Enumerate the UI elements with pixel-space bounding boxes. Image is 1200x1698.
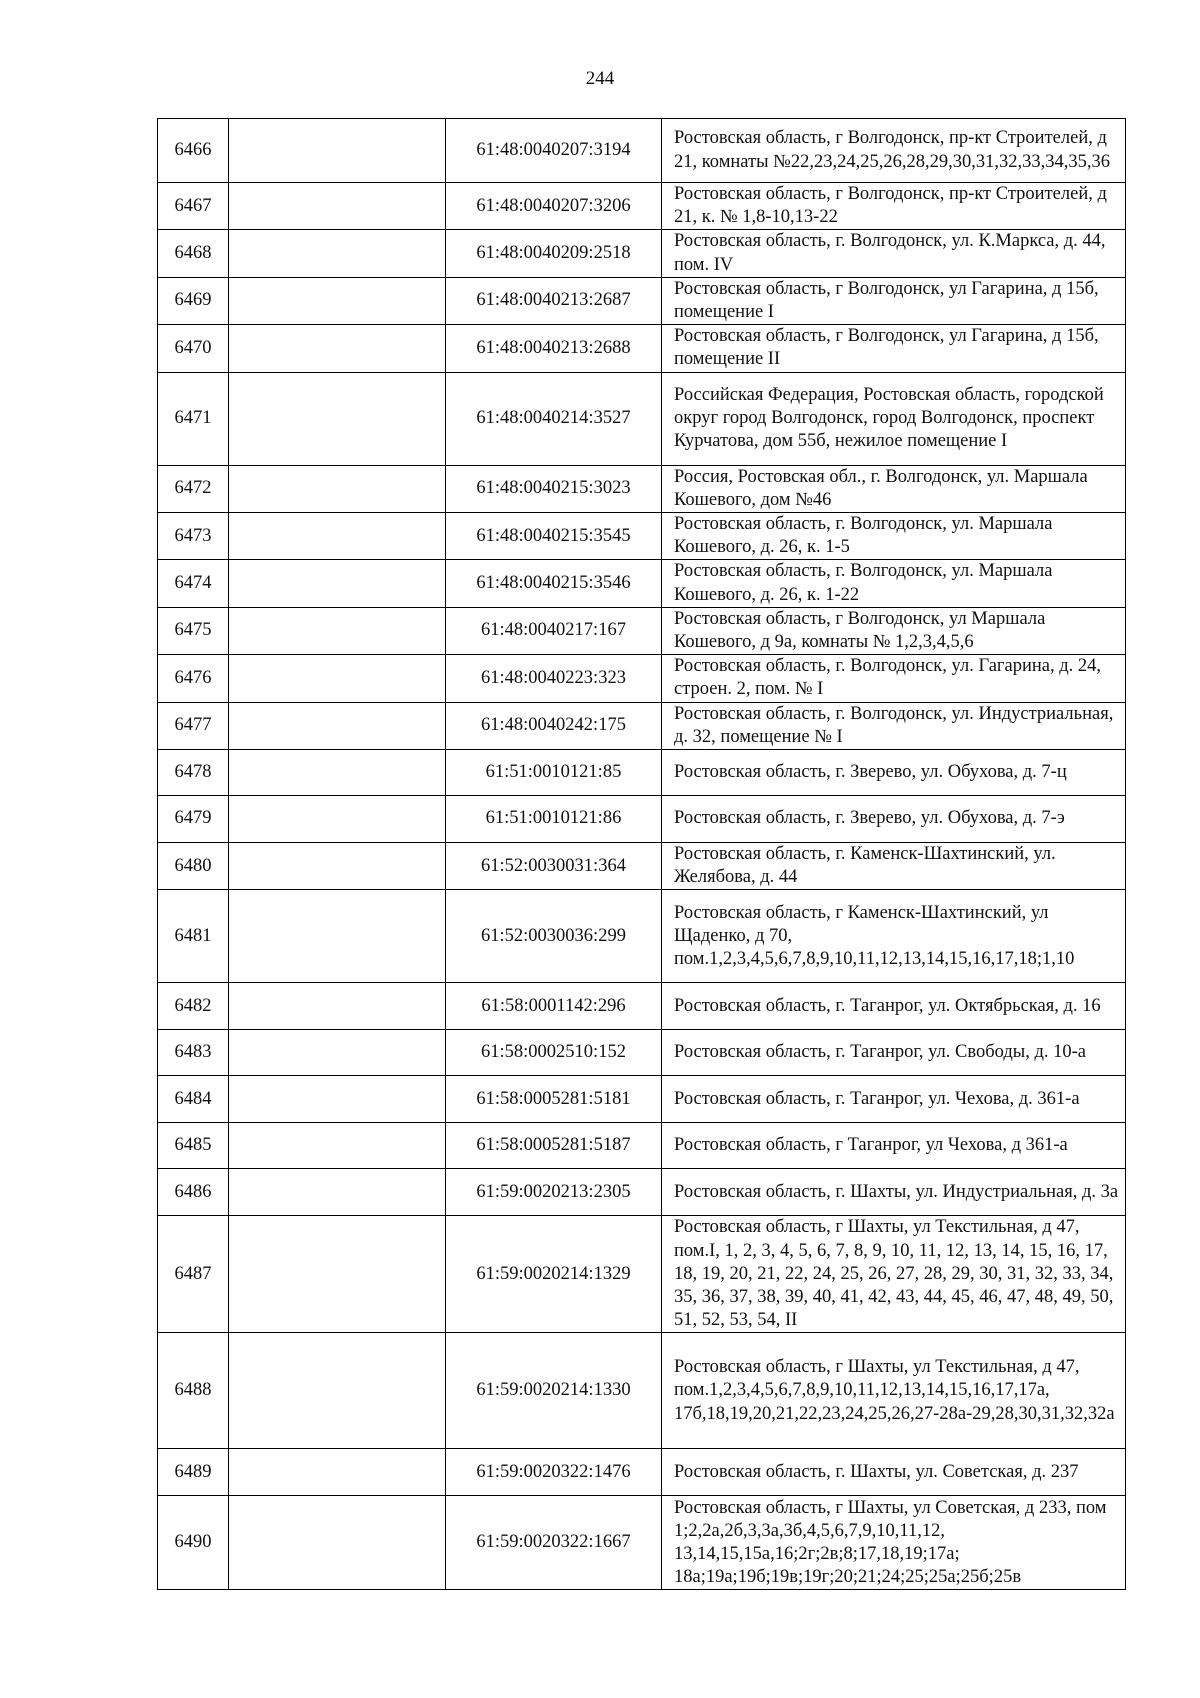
row-number-cell: 6477 xyxy=(158,702,229,749)
address-cell: Ростовская область, г Шахты, ул Текстильная, д 47, пом.I, 1, 2, 3, 4, 5, 6, 7, 8, 9, 10, 11, 12, 13, 14, 15, 16, 17, 18, 19, 20, 21, 22, 24, 25, 26, 27, 28, 29, 30, 31, 32, 33, 34, 35, 36, 37, 38, 39, 40, 41, 42, 43, 44, 45, 46, 47, 48, 49, 50, 51, 52, 53, 54, II xyxy=(662,1216,1126,1333)
address-cell: Ростовская область, г. Зверево, ул. Обухова, д. 7-э xyxy=(662,796,1126,843)
table-row xyxy=(158,796,1126,843)
address-cell: Ростовская область, г Волгодонск, ул Маршала Кошевого, д 9а, комнаты № 1,2,3,4,5,6 xyxy=(662,607,1126,654)
row-number-cell: 6467 xyxy=(158,183,229,230)
table-row xyxy=(158,1333,1126,1449)
address-cell: Ростовская область, г Шахты, ул Советская, д 233, пом 1;2,2а,2б,3,3а,3б,4,5,6,7,9,10,11,12, 13,14,15,15а,16;2г;2в;8;17,18,19;17а; 18а;19а;19б;19в;19г;20;21;24;25;25а;25б;25в xyxy=(662,1496,1126,1590)
cadastral-number-cell: 61:51:0010121:86 xyxy=(446,796,662,843)
empty-cell xyxy=(229,1333,446,1449)
row-number-cell: 6484 xyxy=(158,1076,229,1123)
empty-cell xyxy=(229,1030,446,1076)
table-row xyxy=(158,465,1126,512)
cadastral-number-cell: 61:52:0030036:299 xyxy=(446,890,662,983)
cadastral-number-cell: 61:48:0040214:3527 xyxy=(446,372,662,465)
cadastral-number-cell: 61:59:0020214:1329 xyxy=(446,1216,662,1333)
table-row xyxy=(158,607,1126,654)
empty-cell xyxy=(229,1169,446,1216)
row-number-cell: 6466 xyxy=(158,119,229,183)
address-cell: Ростовская область, г. Таганрог, ул. Чехова, д. 361-а xyxy=(662,1076,1126,1123)
cadastral-number-cell: 61:48:0040207:3194 xyxy=(446,119,662,183)
empty-cell xyxy=(229,183,446,230)
row-number-cell: 6486 xyxy=(158,1169,229,1216)
row-number-cell: 6468 xyxy=(158,230,229,277)
cadastral-number-cell: 61:48:0040223:323 xyxy=(446,655,662,702)
row-number-cell: 6489 xyxy=(158,1449,229,1496)
empty-cell xyxy=(229,119,446,183)
address-cell: Ростовская область, г. Волгодонск, ул. Индустриальная, д. 32, помещение № I xyxy=(662,702,1126,749)
address-cell: Ростовская область, г. Волгодонск, ул. К.Маркса, д. 44, пом. IV xyxy=(662,230,1126,277)
cadastral-number-cell: 61:59:0020322:1476 xyxy=(446,1449,662,1496)
address-cell: Россия, Ростовская обл., г. Волгодонск, ул. Маршала Кошевого, дом №46 xyxy=(662,465,1126,512)
address-cell: Ростовская область, г. Таганрог, ул. Свободы, д. 10-а xyxy=(662,1030,1126,1076)
cadastral-number-cell: 61:52:0030031:364 xyxy=(446,843,662,890)
table-row xyxy=(158,1123,1126,1169)
address-cell: Ростовская область, г. Волгодонск, ул. Гагарина, д. 24, строен. 2, пом. № I xyxy=(662,655,1126,702)
cadastral-number-cell: 61:58:0002510:152 xyxy=(446,1030,662,1076)
cadastral-number-cell: 61:58:0005281:5181 xyxy=(446,1076,662,1123)
row-number-cell: 6483 xyxy=(158,1030,229,1076)
row-number-cell: 6488 xyxy=(158,1333,229,1449)
cadastral-number-cell: 61:58:0005281:5187 xyxy=(446,1123,662,1169)
row-number-cell: 6469 xyxy=(158,277,229,324)
address-cell: Ростовская область, г Таганрог, ул Чехова, д 361-а xyxy=(662,1123,1126,1169)
row-number-cell: 6475 xyxy=(158,607,229,654)
address-cell: Ростовская область, г Волгодонск, пр-кт Строителей, д 21, к. № 1,8-10,13-22 xyxy=(662,183,1126,230)
row-number-cell: 6471 xyxy=(158,372,229,465)
row-number-cell: 6479 xyxy=(158,796,229,843)
empty-cell xyxy=(229,1076,446,1123)
table-row xyxy=(158,230,1126,277)
empty-cell xyxy=(229,890,446,983)
empty-cell xyxy=(229,983,446,1030)
registry-table-body xyxy=(158,119,1126,1590)
cadastral-number-cell: 61:48:0040215:3546 xyxy=(446,560,662,607)
row-number-cell: 6482 xyxy=(158,983,229,1030)
table-row xyxy=(158,1169,1126,1216)
registry-table xyxy=(157,118,1126,1590)
cadastral-number-cell: 61:48:0040207:3206 xyxy=(446,183,662,230)
cadastral-number-cell: 61:48:0040217:167 xyxy=(446,607,662,654)
empty-cell xyxy=(229,277,446,324)
address-cell: Ростовская область, г. Зверево, ул. Обухова, д. 7-ц xyxy=(662,750,1126,796)
address-cell: Российская Федерация, Ростовская область, городской округ город Волгодонск, город Волгодонск, проспект Курчатова, дом 55б, нежилое помещение I xyxy=(662,372,1126,465)
row-number-cell: 6480 xyxy=(158,843,229,890)
table-row xyxy=(158,560,1126,607)
empty-cell xyxy=(229,1449,446,1496)
table-row xyxy=(158,655,1126,702)
cadastral-number-cell: 61:48:0040209:2518 xyxy=(446,230,662,277)
table-row xyxy=(158,1449,1126,1496)
cadastral-number-cell: 61:59:0020214:1330 xyxy=(446,1333,662,1449)
table-row xyxy=(158,843,1126,890)
row-number-cell: 6485 xyxy=(158,1123,229,1169)
empty-cell xyxy=(229,1496,446,1590)
table-row xyxy=(158,1496,1126,1590)
row-number-cell: 6476 xyxy=(158,655,229,702)
address-cell: Ростовская область, г Каменск-Шахтинский, ул Щаденко, д 70, пом.1,2,3,4,5,6,7,8,9,10,11,12,13,14,15,16,17,18;1,10 xyxy=(662,890,1126,983)
table-row xyxy=(158,1030,1126,1076)
empty-cell xyxy=(229,655,446,702)
address-cell: Ростовская область, г. Таганрог, ул. Октябрьская, д. 16 xyxy=(662,983,1126,1030)
table-row xyxy=(158,890,1126,983)
empty-cell xyxy=(229,560,446,607)
row-number-cell: 6470 xyxy=(158,325,229,372)
empty-cell xyxy=(229,702,446,749)
table-row xyxy=(158,277,1126,324)
empty-cell xyxy=(229,750,446,796)
row-number-cell: 6473 xyxy=(158,513,229,560)
table-row xyxy=(158,702,1126,749)
address-cell: Ростовская область, г. Шахты, ул. Советская, д. 237 xyxy=(662,1449,1126,1496)
address-cell: Ростовская область, г Волгодонск, ул Гагарина, д 15б, помещение I xyxy=(662,277,1126,324)
address-cell: Ростовская область, г Волгодонск, ул Гагарина, д 15б, помещение II xyxy=(662,325,1126,372)
address-cell: Ростовская область, г. Волгодонск, ул. Маршала Кошевого, д. 26, к. 1-5 xyxy=(662,513,1126,560)
row-number-cell: 6478 xyxy=(158,750,229,796)
table-row xyxy=(158,183,1126,230)
cadastral-number-cell: 61:48:0040213:2688 xyxy=(446,325,662,372)
row-number-cell: 6474 xyxy=(158,560,229,607)
cadastral-number-cell: 61:48:0040215:3545 xyxy=(446,513,662,560)
cadastral-number-cell: 61:48:0040215:3023 xyxy=(446,465,662,512)
row-number-cell: 6472 xyxy=(158,465,229,512)
empty-cell xyxy=(229,325,446,372)
empty-cell xyxy=(229,1123,446,1169)
table-row xyxy=(158,513,1126,560)
row-number-cell: 6490 xyxy=(158,1496,229,1590)
table-row xyxy=(158,325,1126,372)
empty-cell xyxy=(229,796,446,843)
empty-cell xyxy=(229,230,446,277)
table-row xyxy=(158,1216,1126,1333)
table-row xyxy=(158,750,1126,796)
row-number-cell: 6481 xyxy=(158,890,229,983)
address-cell: Ростовская область, г. Каменск-Шахтинский, ул. Желябова, д. 44 xyxy=(662,843,1126,890)
page-number: 244 xyxy=(585,68,615,89)
cadastral-number-cell: 61:58:0001142:296 xyxy=(446,983,662,1030)
address-cell: Ростовская область, г. Шахты, ул. Индустриальная, д. 3а xyxy=(662,1169,1126,1216)
address-cell: Ростовская область, г. Волгодонск, ул. Маршала Кошевого, д. 26, к. 1-22 xyxy=(662,560,1126,607)
table-row xyxy=(158,119,1126,183)
cadastral-number-cell: 61:48:0040242:175 xyxy=(446,702,662,749)
empty-cell xyxy=(229,607,446,654)
empty-cell xyxy=(229,372,446,465)
cadastral-number-cell: 61:48:0040213:2687 xyxy=(446,277,662,324)
empty-cell xyxy=(229,843,446,890)
empty-cell xyxy=(229,465,446,512)
table-row xyxy=(158,983,1126,1030)
address-cell: Ростовская область, г Волгодонск, пр-кт Строителей, д 21, комнаты №22,23,24,25,26,28,29,30,31,32,33,34,35,36 xyxy=(662,119,1126,183)
empty-cell xyxy=(229,513,446,560)
cadastral-number-cell: 61:51:0010121:85 xyxy=(446,750,662,796)
cadastral-number-cell: 61:59:0020322:1667 xyxy=(446,1496,662,1590)
table-row xyxy=(158,372,1126,465)
row-number-cell: 6487 xyxy=(158,1216,229,1333)
address-cell: Ростовская область, г Шахты, ул Текстильная, д 47, пом.1,2,3,4,5,6,7,8,9,10,11,12,13,14,15,16,17,17а, 17б,18,19,20,21,22,23,24,25,26,27-28а-29,28,30,31,32,32а xyxy=(662,1333,1126,1449)
empty-cell xyxy=(229,1216,446,1333)
cadastral-number-cell: 61:59:0020213:2305 xyxy=(446,1169,662,1216)
table-row xyxy=(158,1076,1126,1123)
